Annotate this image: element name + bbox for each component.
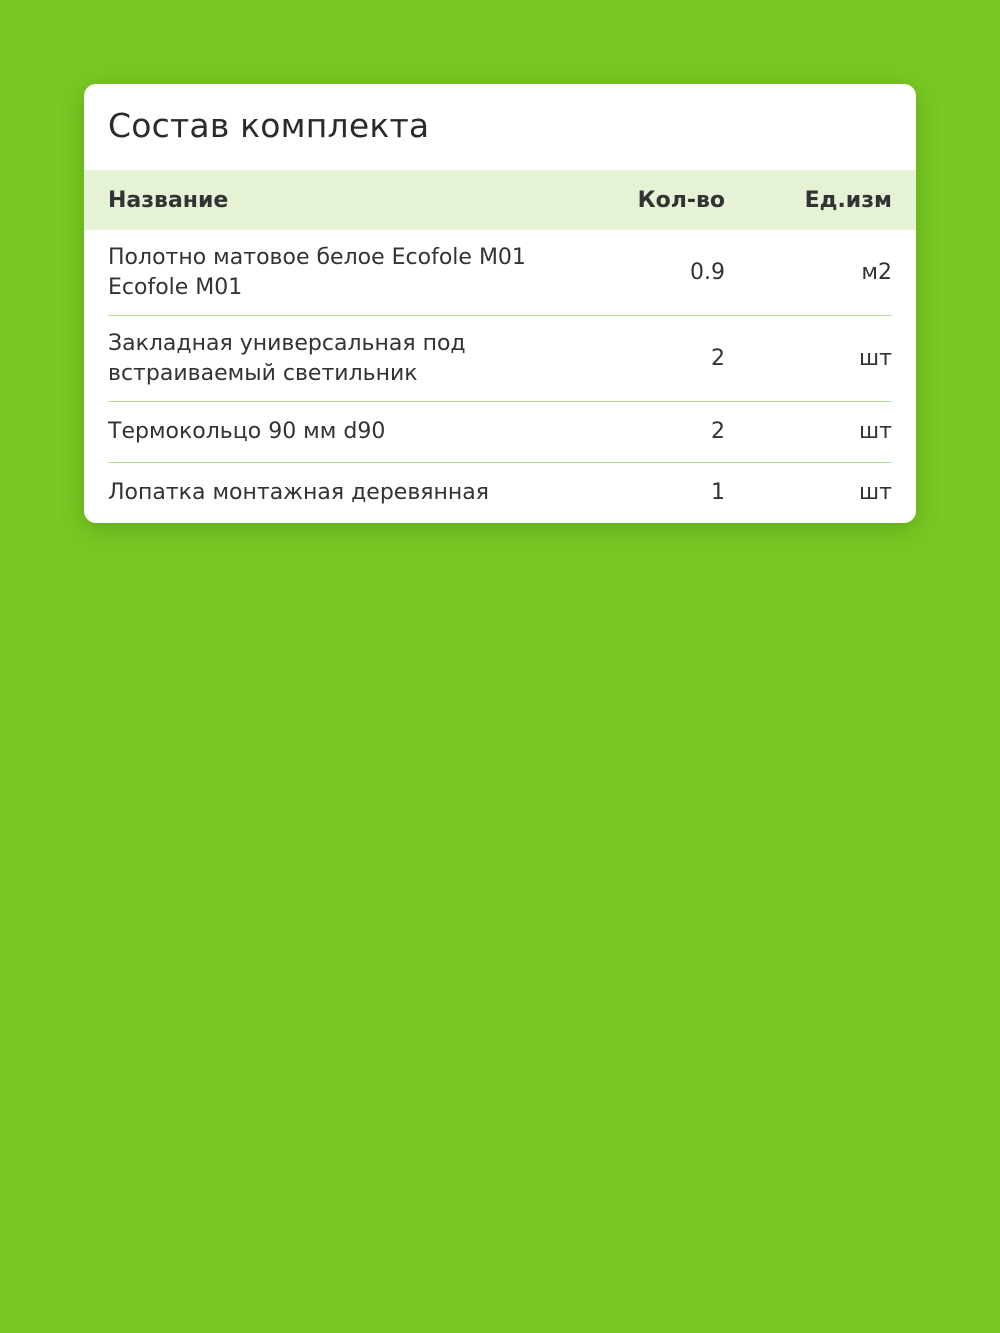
table-row (108, 230, 892, 316)
table-row (108, 463, 892, 523)
row-name: Полотно матовое белое Ecofole M01 Ecofole M01 (108, 244, 526, 300)
row-name: Лопатка монтажная деревянная (108, 480, 490, 505)
row-unit: шт (859, 345, 892, 371)
table-row (108, 316, 892, 402)
row-qty: 2 (711, 419, 725, 444)
row-qty: 2 (711, 345, 725, 371)
header-qty: Кол-во (637, 187, 725, 213)
table-row (108, 402, 892, 463)
header-name: Название (108, 187, 229, 213)
row-unit: шт (859, 419, 892, 444)
row-unit: м2 (861, 259, 892, 285)
card-title: Состав комплекта (108, 106, 430, 145)
row-qty: 0.9 (690, 259, 725, 285)
row-name: Закладная универсальная под встраиваемый светильник (108, 330, 466, 386)
row-name: Термокольцо 90 мм d90 (108, 419, 386, 444)
row-unit: шт (859, 480, 892, 505)
header-unit: Ед.изм (804, 187, 892, 213)
table-body (84, 230, 916, 523)
row-qty: 1 (711, 480, 725, 505)
table-header (84, 170, 916, 230)
kit-contents-card (84, 84, 916, 523)
